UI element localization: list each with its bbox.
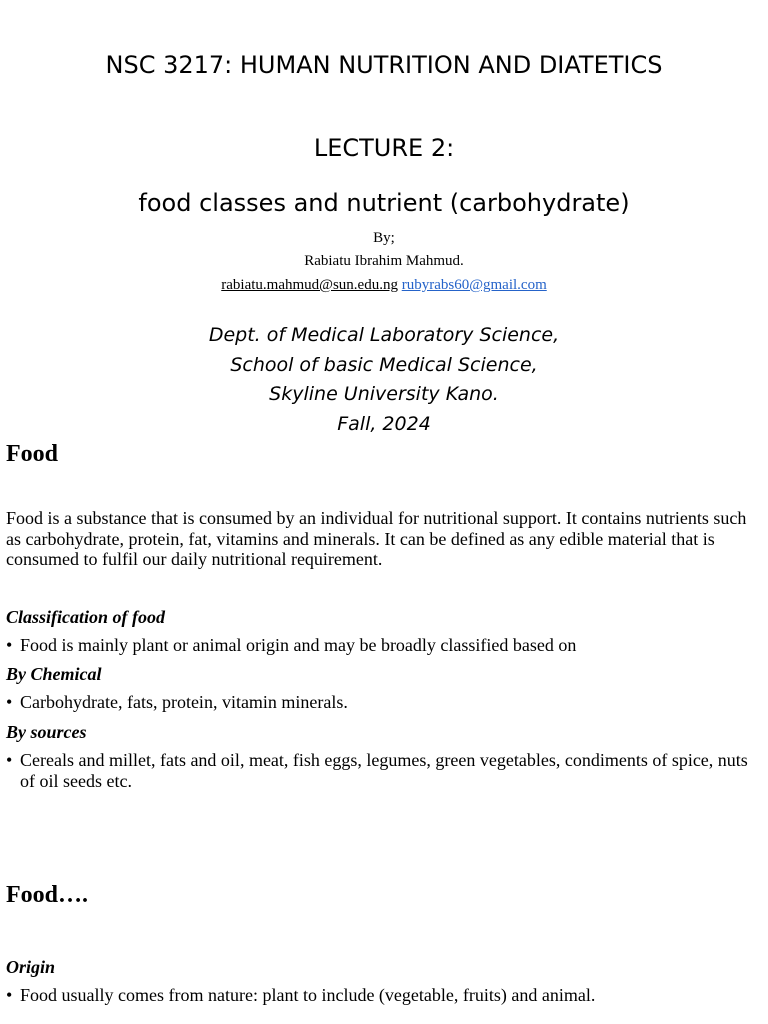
bullet-icon: • [6, 985, 13, 1005]
list-item-text: Food is mainly plant or animal origin and may be broadly classified based on [20, 635, 577, 655]
email-primary[interactable]: rabiatu.mahmud@sun.edu.ng [221, 277, 398, 293]
lecture-subtitle: food classes and nutrient (carbohydrate) [138, 189, 630, 217]
list-item-origin [6, 985, 766, 1006]
affiliation-department: Dept. of Medical Laboratory Science, [208, 324, 560, 346]
bullet-icon: • [6, 635, 13, 655]
list-item-chemical [6, 692, 766, 713]
affiliation-block [0, 321, 768, 439]
section-heading-food-continued: Food…. [6, 882, 89, 908]
by-line: By; [373, 230, 395, 246]
course-title: NSC 3217: HUMAN NUTRITION AND DIATETICS [105, 51, 663, 79]
list-item-text: Carbohydrate, fats, protein, vitamin minerals. [20, 692, 348, 712]
bullet-icon: • [6, 692, 13, 712]
author-emails [0, 276, 768, 294]
by-chemical-heading: By Chemical [6, 664, 102, 684]
list-item-classification [6, 635, 766, 656]
list-item-sources [6, 750, 766, 791]
affiliation-school: School of basic Medical Science, [230, 353, 538, 376]
lecture-title: LECTURE 2: [313, 134, 455, 162]
bullet-icon: • [6, 750, 13, 770]
section-heading-food: Food [6, 441, 59, 467]
email-secondary-link[interactable]: rubyrabs60@gmail.com [401, 277, 547, 293]
by-sources-heading: By sources [6, 722, 87, 742]
food-definition-paragraph: Food is a substance that is consumed by an individual for nutritional support. It contains nutrients such as carbohydrate, protein, fat, vitamins and minerals. It can be defined as any edible material that is consumed to fulfil our daily nutritional requirement. [6, 508, 747, 569]
author-name: Rabiatu Ibrahim Mahmud. [304, 253, 464, 269]
list-item-text: Food usually comes from nature: plant to include (vegetable, fruits) and animal. [20, 985, 596, 1005]
list-item-text: Cereals and millet, fats and oil, meat, fish eggs, legumes, green vegetables, condiments of spice, nuts of oil seeds etc. [20, 750, 748, 791]
affiliation-term: Fall, 2024 [337, 412, 431, 435]
classification-heading: Classification of food [6, 607, 166, 627]
origin-heading: Origin [6, 957, 56, 977]
affiliation-university: Skyline University Kano. [269, 383, 499, 405]
